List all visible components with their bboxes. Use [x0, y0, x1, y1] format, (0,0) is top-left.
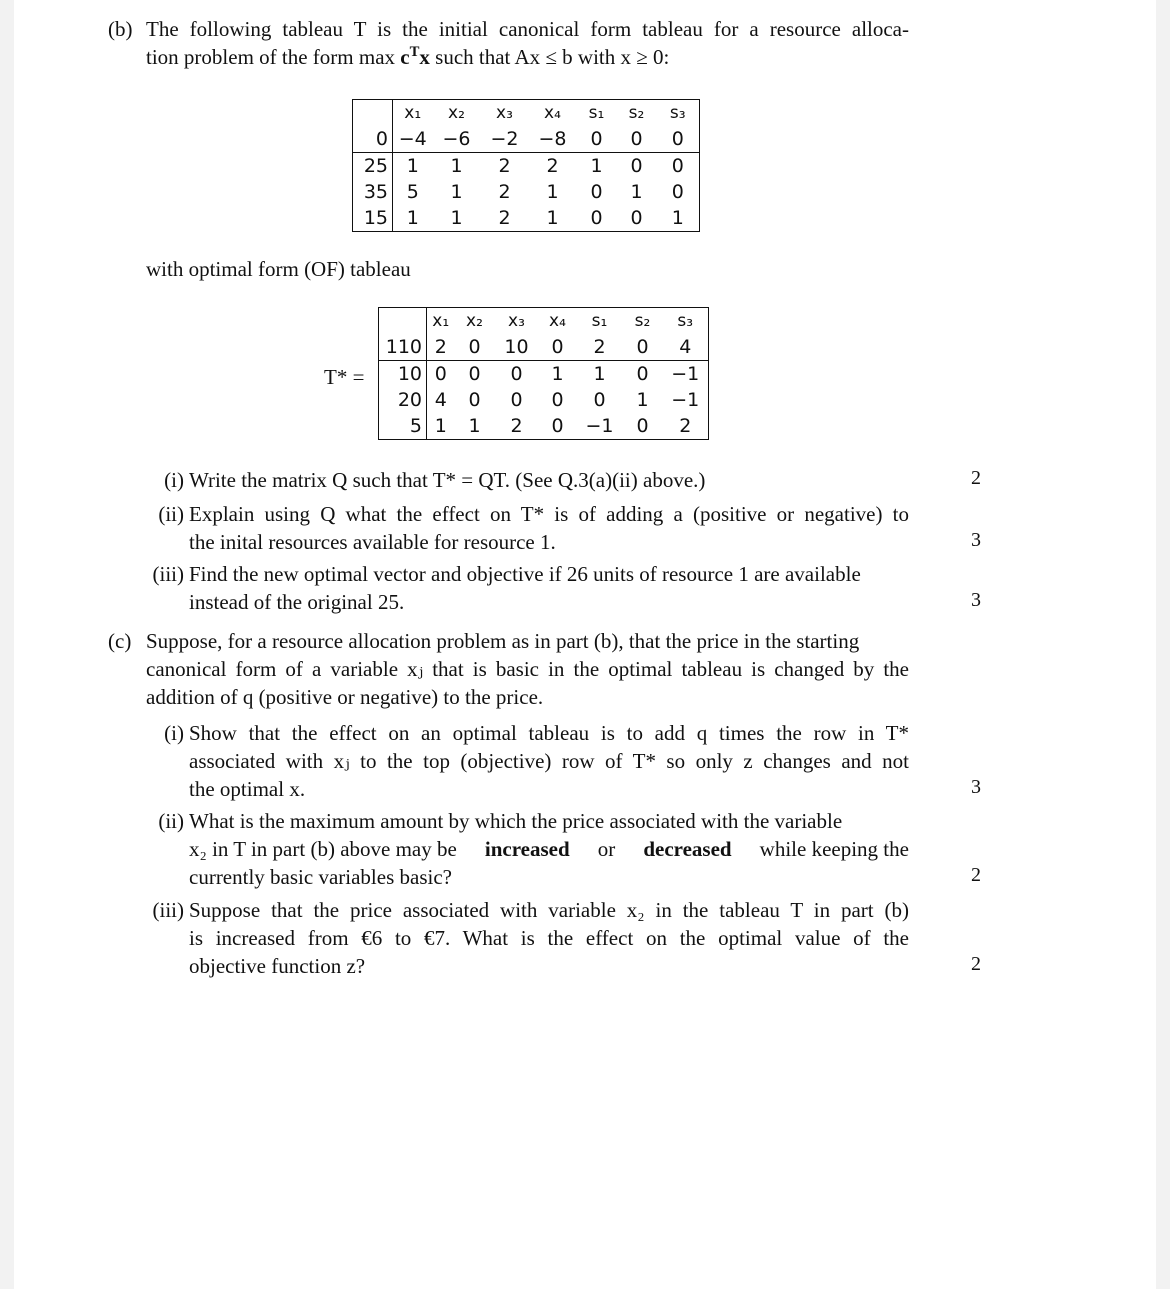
question-c-iii-number: (iii) — [152, 898, 184, 922]
tableau-t-cell: 2 — [498, 207, 511, 229]
question-b-iii-marks: 3 — [971, 589, 981, 611]
tableau-t-cell: 0 — [630, 207, 643, 229]
part-c-line2: canonical form of a variable xⱼ that is basic in the optimal tableau is changed by the — [146, 657, 909, 681]
optimal-form-label: with optimal form (OF) tableau — [146, 257, 411, 281]
question-b-i-number: (i) — [164, 468, 184, 492]
tableau-t-cell: 1 — [671, 207, 684, 229]
question-c-i-line1: Show that the effect on an optimal tableau is to add q times the row in T* — [189, 721, 909, 745]
part-c-label: (c) — [108, 629, 132, 653]
tableau-t-cell: 0 — [617, 126, 657, 153]
tableau-t-header: x₁ — [404, 103, 422, 123]
question-c-i-line2: associated with xⱼ to the top (objective) row of T* so only z changes and not — [189, 749, 909, 773]
tableau-tstar-row — [379, 334, 709, 361]
question-b-i-text: Write the matrix Q such that T* = QT. (See Q.3(a)(ii) above.) — [189, 468, 706, 492]
tableau-t-cell: 15 — [353, 205, 393, 232]
tableau-t-cell: 0 — [590, 207, 603, 229]
tableau-tstar-cell: 0 — [636, 363, 649, 385]
tableau-tstar-cell: 0 — [468, 389, 481, 411]
tableau-tstar-cell: 20 — [379, 387, 427, 413]
question-b-ii-marks: 3 — [971, 529, 981, 551]
tableau-tstar-cell: 0 — [468, 363, 481, 385]
c-transpose-x: $c^Tx$ — [400, 44, 436, 69]
tableau-t-cell: −8 — [529, 126, 577, 153]
part-b-line2-suffix: such that Ax ≤ b with x ≥ 0: — [435, 45, 670, 69]
question-c-ii-line2-a: x₂ in T in part (b) above may be — [189, 837, 457, 861]
question-b-iii-line2: instead of the original 25. — [189, 590, 405, 614]
question-c-i-number: (i) — [164, 721, 184, 745]
tableau-t-cell: 0 — [671, 155, 684, 177]
tableau-tstar-corner — [379, 308, 427, 335]
part-b-line1: The following tableau T is the initial canonical form tableau for a resource alloca- — [146, 17, 909, 41]
question-c-ii-line1: What is the maximum amount by which the price associated with the variable — [189, 809, 843, 833]
tableau-t-cell: 0 — [630, 155, 643, 177]
tableau-t-cell: 5 — [406, 181, 419, 203]
question-c-iii-line1: Suppose that the price associated with variable x₂ in the tableau T in part (b) — [189, 898, 909, 922]
tableau-t-cell: 1 — [590, 155, 603, 177]
tableau-t-cell: 1 — [546, 207, 559, 229]
tableau-tstar-header: x₄ — [549, 311, 566, 331]
tableau-t-header: s₂ — [628, 103, 645, 123]
tableau-t-cell: 1 — [546, 181, 559, 203]
decreased-text: decreased — [643, 837, 732, 861]
tableau-t-cell: 0 — [671, 181, 684, 203]
part-b-label: (b) — [108, 17, 133, 41]
tableau-t-cell: 1 — [450, 207, 463, 229]
question-c-ii-line2 — [189, 835, 909, 863]
tableau-tstar-cell: 2 — [679, 415, 692, 437]
question-c-iii-line2: is increased from €6 to €7. What is the effect on the optimal value of the — [189, 926, 909, 950]
question-c-iii-marks: 2 — [971, 953, 981, 975]
tableau-t-cell: 2 — [498, 181, 511, 203]
tableau-tstar-cell: 0 — [551, 415, 564, 437]
tableau-tstar-header: s₁ — [591, 311, 608, 331]
tableau-t-cell: 1 — [406, 207, 419, 229]
question-c-ii-line2-b: or — [597, 837, 616, 861]
tableau-tstar-cell: 0 — [539, 334, 577, 361]
question-c-ii-line3: currently basic variables basic? — [189, 865, 452, 889]
tableau-tstar-cell: 0 — [623, 334, 663, 361]
question-b-iii-number: (iii) — [152, 562, 184, 586]
tableau-tstar-header: s₂ — [634, 311, 651, 331]
tableau-tstar-cell: 0 — [455, 334, 495, 361]
tableau-tstar-cell: 1 — [468, 415, 481, 437]
tableau-t-header: s₁ — [588, 103, 605, 123]
tableau-tstar-cell: 4 — [663, 334, 709, 361]
tableau-tstar-cell: 1 — [551, 363, 564, 385]
question-c-i-line3: the optimal x. — [189, 777, 306, 801]
increased-text: increased — [484, 837, 570, 861]
exam-page — [14, 0, 1156, 1289]
tableau-t-row — [353, 179, 700, 205]
tableau-tstar-header: x₂ — [466, 311, 483, 331]
question-c-i-marks: 3 — [971, 776, 981, 798]
tableau-tstar-cell: 0 — [551, 389, 564, 411]
tableau-t-cell: 2 — [546, 155, 559, 177]
question-c-ii-line2-c: while keeping the — [759, 837, 909, 861]
tableau-t-cell: 1 — [630, 181, 643, 203]
tableau-t-cell: 1 — [450, 181, 463, 203]
tableau-tstar-header: x₁ — [432, 311, 450, 331]
tableau-tstar-cell: 1 — [593, 363, 606, 385]
tableau-tstar-header: x₃ — [508, 311, 525, 331]
tableau-t-header: x₄ — [544, 103, 561, 123]
tableau-tstar-cell: 5 — [379, 413, 427, 440]
tableau-tstar-cell: −1 — [671, 363, 700, 385]
tableau-t-cell: −2 — [481, 126, 529, 153]
tableau-tstar-cell: 1 — [636, 389, 649, 411]
tableau-tstar-cell: 10 — [379, 361, 427, 388]
tableau-tstar-cell: −1 — [671, 389, 700, 411]
tableau-t — [352, 99, 700, 232]
tableau-t-header: x₃ — [496, 103, 513, 123]
tableau-tstar — [378, 307, 709, 440]
tableau-tstar-row — [379, 361, 709, 388]
tableau-t-cell: 1 — [450, 155, 463, 177]
tableau-t-corner — [353, 100, 393, 127]
question-b-ii-line1: Explain using Q what the effect on T* is of adding a (positive or negative) to — [189, 502, 909, 526]
part-b-line2 — [146, 43, 669, 71]
tableau-t-row — [353, 153, 700, 180]
question-b-i-marks: 2 — [971, 467, 981, 489]
tableau-tstar-cell: 10 — [495, 334, 539, 361]
question-b-ii-line2: the inital resources available for resource 1. — [189, 530, 556, 554]
tableau-tstar-cell: 2 — [510, 415, 523, 437]
tableau-tstar-cell: 1 — [434, 415, 447, 437]
part-c-line1: Suppose, for a resource allocation problem as in part (b), that the price in the starting — [146, 629, 860, 653]
tableau-t-row — [353, 205, 700, 232]
question-c-ii-number: (ii) — [158, 809, 184, 833]
tableau-tstar-cell: 0 — [593, 389, 606, 411]
question-b-ii-number: (ii) — [158, 502, 184, 526]
part-c-line3: addition of q (positive or negative) to the price. — [146, 685, 544, 709]
part-b-line2-prefix: tion problem of the form max — [146, 45, 401, 69]
tableau-t-header: s₃ — [669, 103, 686, 123]
tableau-tstar-cell: −1 — [585, 415, 614, 437]
tableau-tstar-cell: 0 — [636, 415, 649, 437]
tableau-tstar-cell: 0 — [510, 389, 523, 411]
tableau-t-cell: −6 — [433, 126, 481, 153]
question-b-iii-line1: Find the new optimal vector and objective if 26 units of resource 1 are available — [189, 562, 861, 586]
question-c-ii-marks: 2 — [971, 864, 981, 886]
question-c-iii-line3: objective function z? — [189, 954, 366, 978]
tableau-tstar-cell: 0 — [510, 363, 523, 385]
tableau-t-cell: −4 — [393, 126, 433, 153]
tableau-t-row — [353, 126, 700, 153]
tableau-tstar-header: s₃ — [677, 311, 694, 331]
tableau-t-cell: 0 — [590, 181, 603, 203]
tableau-tstar-cell: 110 — [379, 334, 427, 361]
tableau-t-cell: 0 — [657, 126, 700, 153]
tableau-tstar-cell: 4 — [434, 389, 447, 411]
tableau-tstar-cell: 0 — [434, 363, 447, 385]
tableau-tstar-row — [379, 387, 709, 413]
tableau-tstar-cell: 2 — [577, 334, 623, 361]
tstar-label: T* = — [324, 365, 365, 389]
tableau-t-cell: 35 — [353, 179, 393, 205]
tableau-t-cell: 0 — [353, 126, 393, 153]
tableau-t-cell: 2 — [498, 155, 511, 177]
tableau-t-cell: 25 — [353, 153, 393, 180]
tableau-t-header: x₂ — [448, 103, 465, 123]
tableau-tstar-row — [379, 413, 709, 440]
tableau-t-cell: 0 — [577, 126, 617, 153]
tableau-t-cell: 1 — [406, 155, 419, 177]
tableau-tstar-cell: 2 — [427, 334, 455, 361]
